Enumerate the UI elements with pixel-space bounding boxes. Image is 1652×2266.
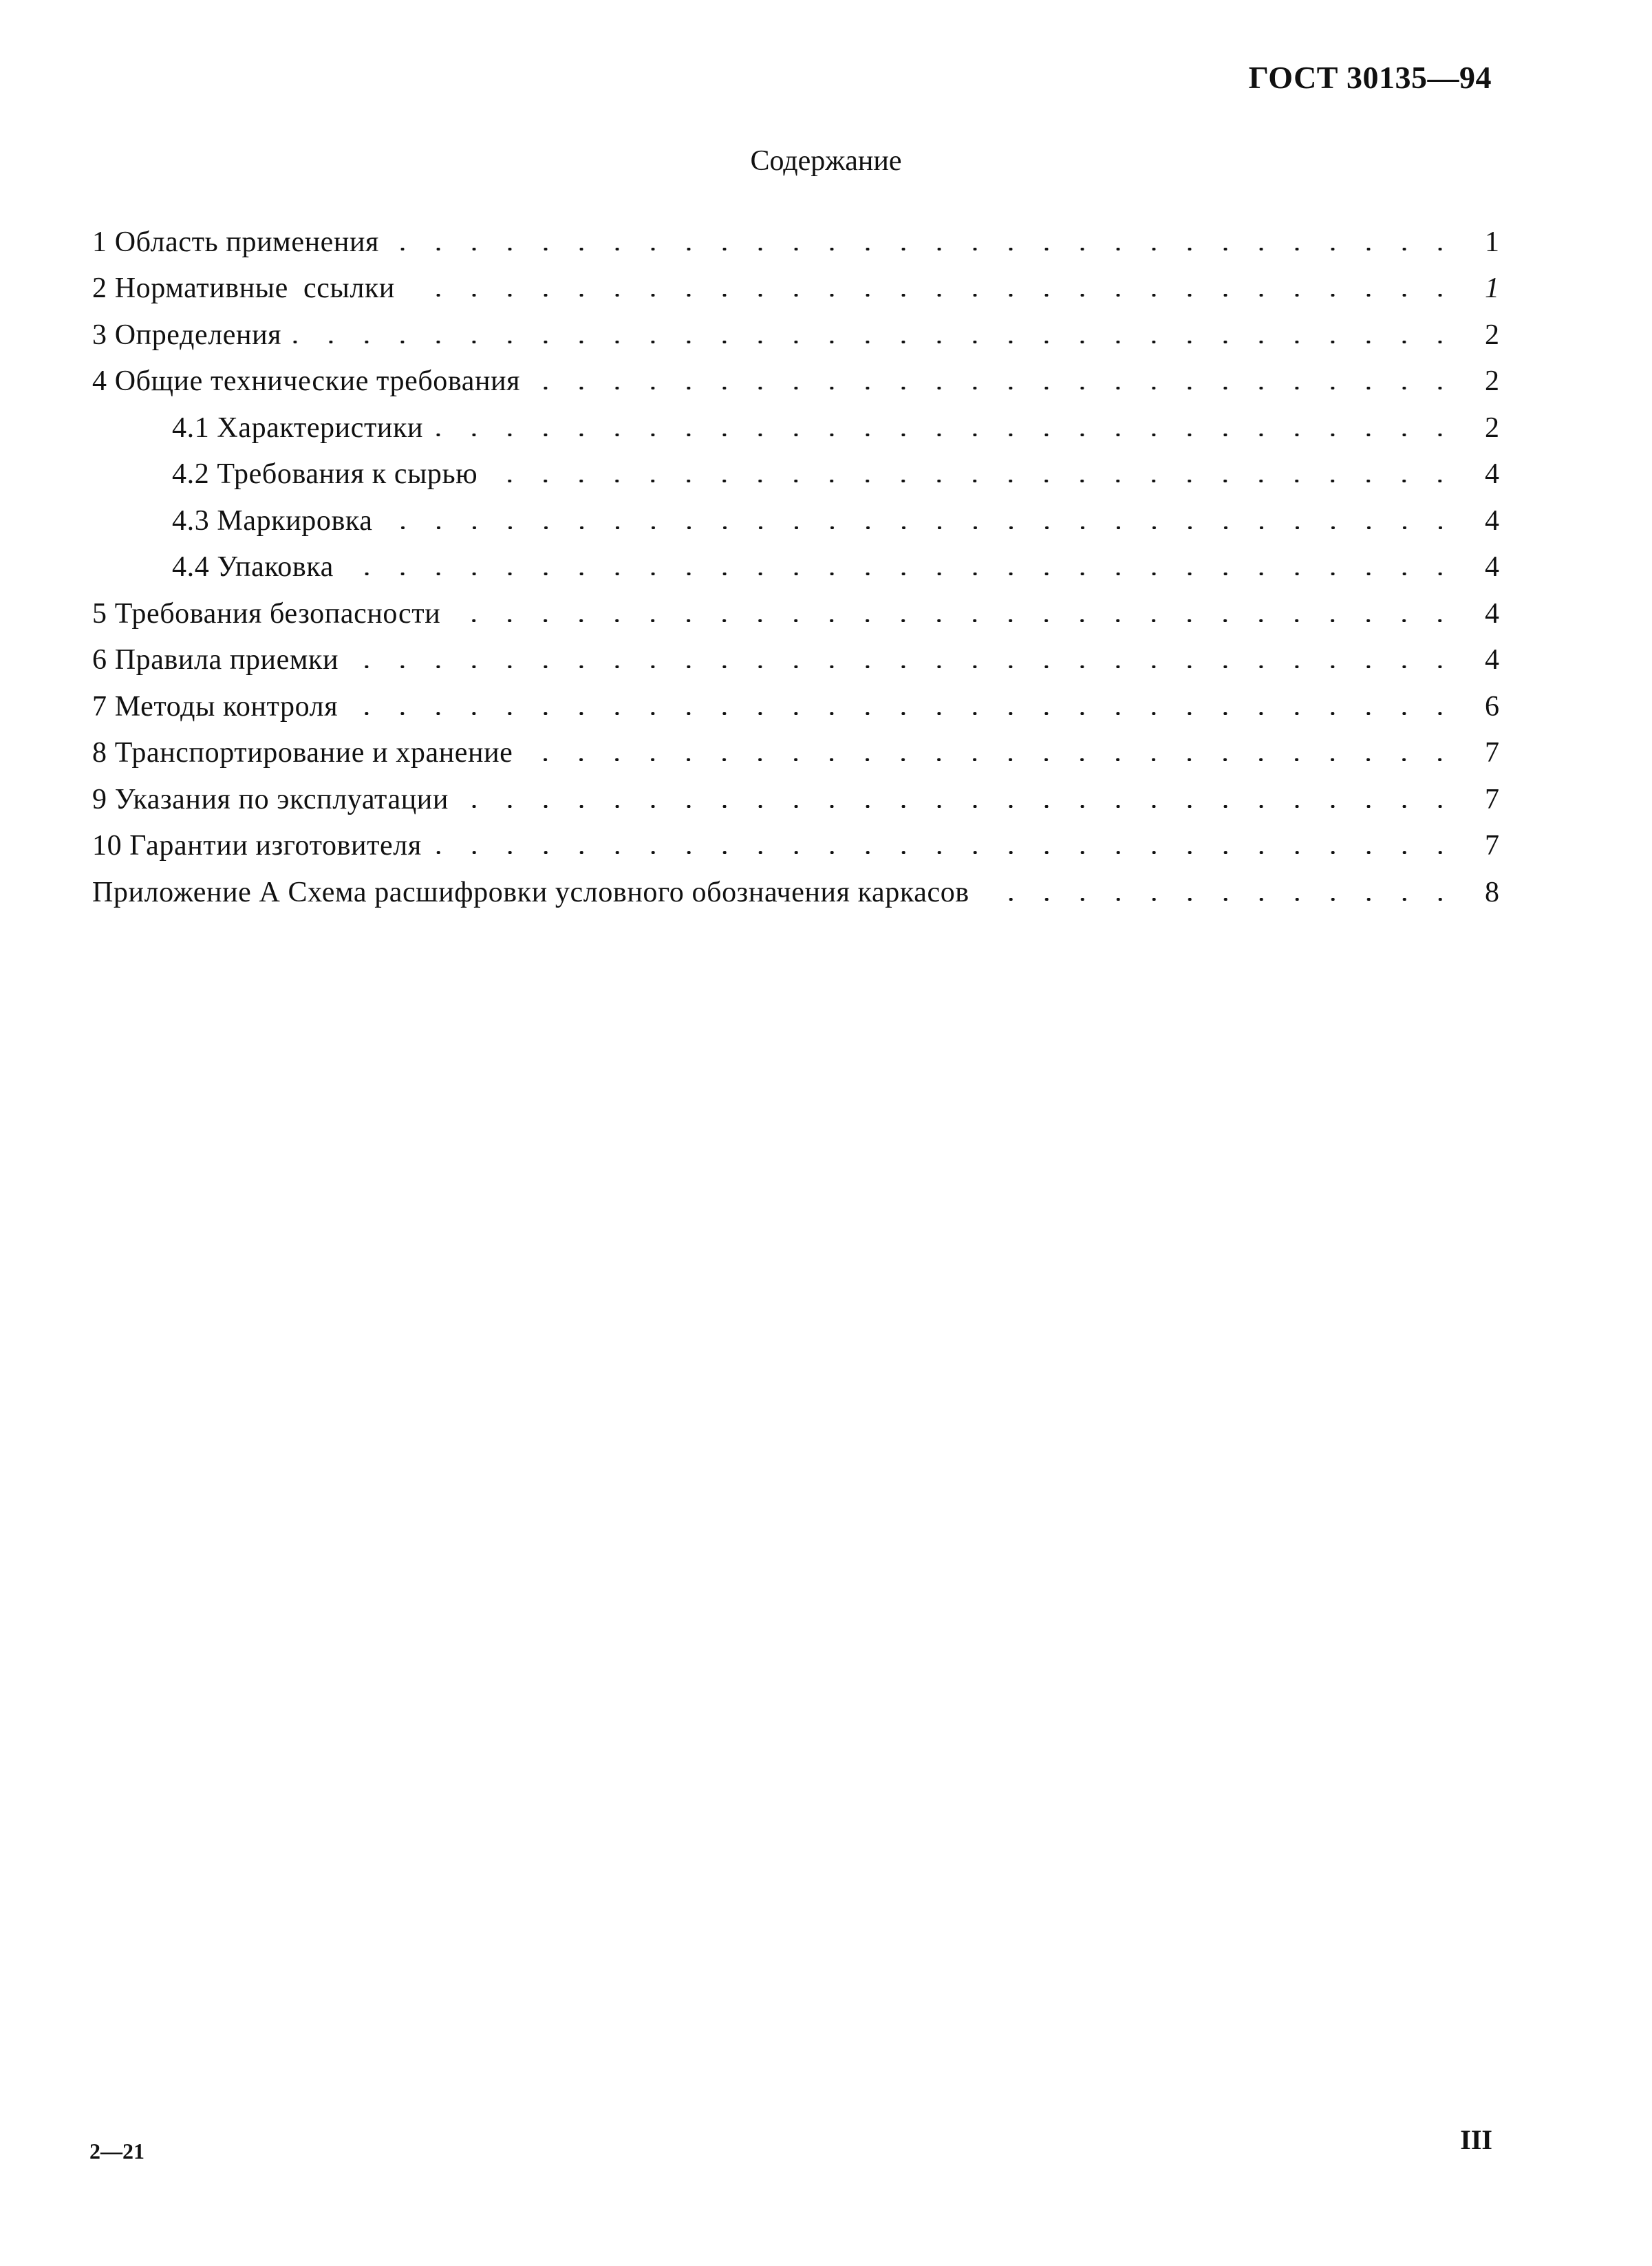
toc-entry-page: 4 bbox=[1485, 504, 1499, 537]
toc-entry-label: 7 Методы контроля bbox=[92, 690, 339, 723]
toc-entry-label: Приложение А Схема расшифровки условного обозначения каркасов bbox=[92, 876, 969, 908]
toc-entry-page: 4 bbox=[1485, 597, 1499, 630]
dot-leader bbox=[433, 434, 1458, 436]
toc-entry-label: 5 Требования безопасности bbox=[92, 597, 441, 630]
toc-entry-label: 9 Указания по эксплуатации bbox=[92, 783, 449, 815]
toc-entry-page: 4 bbox=[1485, 458, 1499, 491]
toc-entry-warranty bbox=[92, 823, 1499, 870]
toc-entry-acceptance bbox=[92, 637, 1499, 684]
dot-leader bbox=[405, 294, 1458, 297]
toc-entry-label: 4.4 Упаковка bbox=[172, 551, 334, 584]
toc-subentry-characteristics bbox=[92, 405, 1499, 451]
toc-entry-page: 7 bbox=[1485, 783, 1499, 815]
toc-entry-general-requirements bbox=[92, 359, 1499, 405]
dot-leader bbox=[383, 526, 1458, 529]
contents-title: Содержание bbox=[750, 145, 902, 177]
toc-entry-page: 4 bbox=[1485, 644, 1499, 676]
dot-leader bbox=[291, 341, 1458, 343]
toc-entry-definitions bbox=[92, 312, 1499, 359]
page-number: III bbox=[1460, 2124, 1492, 2155]
toc-entry-operation bbox=[92, 776, 1499, 823]
toc-entry-label: 4.2 Требования к сырью bbox=[172, 458, 478, 491]
dot-leader bbox=[450, 619, 1458, 622]
toc-entry-page: 2 bbox=[1485, 411, 1499, 444]
toc-entry-test-methods bbox=[92, 683, 1499, 730]
dot-leader bbox=[458, 805, 1458, 808]
toc-entry-page: 6 bbox=[1485, 690, 1499, 723]
dot-leader bbox=[530, 387, 1458, 389]
toc-entry-appendix-a bbox=[92, 869, 1499, 916]
dot-leader bbox=[431, 851, 1458, 854]
dot-leader bbox=[979, 898, 1458, 901]
toc-entry-scope bbox=[92, 219, 1499, 266]
toc-entry-label: 10 Гарантии изготовителя bbox=[92, 830, 422, 862]
toc-entry-page: 7 bbox=[1485, 830, 1499, 862]
dot-leader bbox=[487, 480, 1458, 482]
standard-code-header: ГОСТ 30135—94 bbox=[1248, 60, 1492, 95]
dot-leader bbox=[522, 758, 1458, 761]
dot-leader bbox=[389, 248, 1458, 250]
toc-entry-label: 8 Транспортирование и хранение bbox=[92, 737, 513, 769]
sheet-mark: 2—21 bbox=[89, 2139, 144, 2163]
toc-entry-label: 1 Область применения bbox=[92, 226, 379, 258]
toc-entry-transport-storage bbox=[92, 730, 1499, 777]
toc-entry-safety bbox=[92, 590, 1499, 637]
table-of-contents bbox=[92, 219, 1499, 916]
toc-entry-page: 7 bbox=[1485, 737, 1499, 769]
toc-entry-page: 1 bbox=[1485, 272, 1499, 305]
toc-entry-label: 2 Нормативные ссылки bbox=[92, 272, 395, 305]
dot-leader bbox=[347, 712, 1458, 715]
toc-entry-label: 6 Правила приемки bbox=[92, 644, 339, 676]
toc-entry-page: 1 bbox=[1485, 226, 1499, 258]
toc-entry-label: 3 Определения bbox=[92, 319, 282, 351]
toc-entry-page: 8 bbox=[1485, 876, 1499, 908]
dot-leader bbox=[348, 665, 1458, 668]
toc-entry-label: 4.1 Характеристики bbox=[172, 411, 424, 444]
dot-leader bbox=[343, 573, 1458, 575]
toc-subentry-marking bbox=[92, 498, 1499, 544]
toc-entry-page: 4 bbox=[1485, 551, 1499, 584]
toc-subentry-raw-materials bbox=[92, 451, 1499, 498]
toc-entry-page: 2 bbox=[1485, 319, 1499, 351]
toc-entry-normative-references bbox=[92, 266, 1499, 312]
toc-entry-label: 4 Общие технические требования bbox=[92, 365, 521, 398]
toc-entry-label: 4.3 Маркировка bbox=[172, 504, 373, 537]
toc-entry-page: 2 bbox=[1485, 365, 1499, 398]
toc-subentry-packaging bbox=[92, 544, 1499, 591]
